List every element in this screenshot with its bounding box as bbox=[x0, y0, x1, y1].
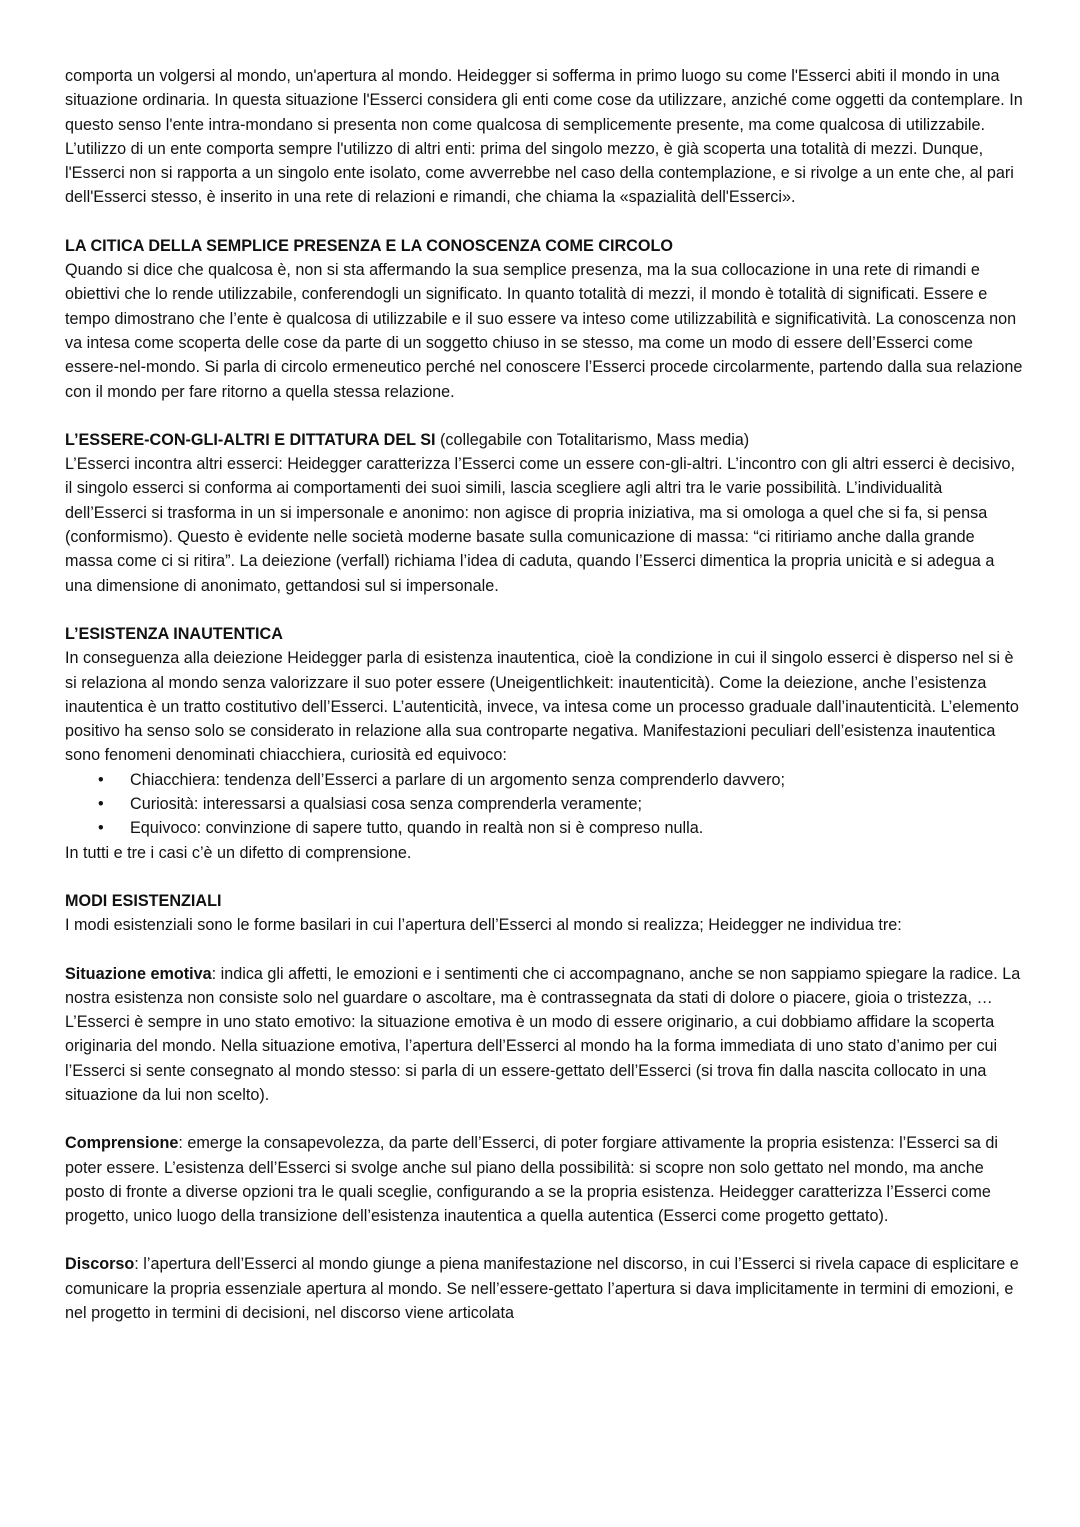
section-paragraph: L’Esserci incontra altri esserci: Heidegger caratterizza l’Esserci come un essere con-gli-altri. L’incontro con gli altri esserci è decisivo, il singolo esserci si conforma ai comportamenti dei suoi simili, lascia scegliere agli altri tra le varie possibilità. L’individualità dell’Esserci si trasforma in un si impersonale e anonimo: non agisce di propria iniziativa, ma si omologa a quel che si fa, si pensa (conformismo). Questo è evidente nelle società moderne basate sulla comunicazione di massa: “ci ritiriamo anche dalla grande massa come ci si ritira”. La deiezione (verfall) richiama l’idea di caduta, quando l’Esserci dimentica la propria unicità e si adegua a una dimensione di anonimato, gettandosi sul si impersonale. bbox=[65, 455, 1016, 595]
situazione-emotiva-paragraph bbox=[65, 962, 1025, 1108]
section-heading-line bbox=[65, 428, 1025, 452]
term-definition: : l’apertura dell’Esserci al mondo giunge a piena manifestazione nel discorso, in cui l’Esserci si rivela capace di esplicitare e comunicare la propria essenziale apertura al mondo. Se nell’essere-gettato l’apertura si dava implicitamente in termini di emozioni, e nel progetto in termini di decisioni, nel discorso viene articolata bbox=[65, 1255, 1019, 1323]
section-paragraph: Quando si dice che qualcosa è, non si sta affermando la sua semplice presenza, ma la sua collocazione in una rete di rimandi e obiettivi che lo rende utilizzabile, conferendogli un significato. In quanto totalità di mezzi, il mondo è totalità di significati. Essere e tempo dimostrano che l’ente è qualcosa di utilizzabile e il suo essere va inteso come utilizzabilità e significatività. La conoscenza non va intesa come scoperta delle cose da parte di un soggetto chiuso in se stesso, ma come un modo di essere dell’Esserci come essere-nel-mondo. Si parla di circolo ermeneutico perché nel conoscere l’Esserci procede circolarmente, partendo dalla sua relazione con il mondo per fare ritorno a quella stessa relazione. bbox=[65, 261, 1023, 401]
term-label: Comprensione bbox=[65, 1134, 179, 1153]
comprensione-paragraph bbox=[65, 1131, 1025, 1228]
intro-paragraph: comporta un volgersi al mondo, un'apertura al mondo. Heidegger si sofferma in primo luogo su come l'Esserci abiti il mondo in una situazione ordinaria. In questa situazione l'Esserci considera gli enti come cose da utilizzare, anziché come oggetti da contemplare. In questo senso l'ente intra-mondano si presenta non come qualcosa di semplicemente presente, ma come qualcosa di utilizzabile. L’utilizzo di un ente comporta sempre l'utilizzo di altri enti: prima del singolo mezzo, è già scoperta una totalità di mezzi. Dunque, l'Esserci non si rapporta a un singolo ente isolato, come avverrebbe nel caso della contemplazione, e si rivolge a un ente che, al pari dell'Esserci stesso, è inserito in una rete di relazioni e rimandi, che chiama la «spazialità dell'Esserci». bbox=[65, 67, 1023, 207]
heading-note: (collegabile con Totalitarismo, Mass media) bbox=[435, 430, 750, 449]
section-heading: L’ESISTENZA INAUTENTICA bbox=[65, 624, 283, 643]
list-item-text: Equivoco: convinzione di sapere tutto, quando in realtà non si è compreso nulla. bbox=[130, 819, 704, 838]
section-heading: LA CITICA DELLA SEMPLICE PRESENZA E LA CONOSCENZA COME CIRCOLO bbox=[65, 236, 673, 255]
section-critica bbox=[65, 234, 1025, 404]
term-definition: : emerge la consapevolezza, da parte dell’Esserci, di poter forgiare attivamente la propria esistenza: l’Esserci sa di poter essere. L’esistenza dell’Esserci si svolge anche sul piano della possibilità: si scopre non solo gettato nel mondo, ma anche posto di fronte a diverse opzioni tra le quali sceglie, configurando a se la propria esistenza. Heidegger caratterizza l’Esserci come progetto, unico luogo della transizione dell’esistenza inautentica a quella autentica (Esserci come progetto gettato). bbox=[65, 1134, 999, 1226]
bullet-icon: • bbox=[98, 795, 104, 814]
list-item-text: Chiacchiera: tendenza dell’Esserci a parlare di un argomento senza comprenderlo davvero; bbox=[130, 770, 786, 789]
section-paragraph: I modi esistenziali sono le forme basilari in cui l’apertura dell’Esserci al mondo si realizza; Heidegger ne individua tre: bbox=[65, 916, 902, 935]
document-page bbox=[65, 64, 1025, 1325]
list-item bbox=[65, 816, 1025, 840]
section-heading: MODI ESISTENZIALI bbox=[65, 891, 222, 910]
section-essere-con-gli-altri bbox=[65, 428, 1025, 598]
list-item-text: Curiosità: interessarsi a qualsiasi cosa senza comprenderla veramente; bbox=[130, 795, 642, 814]
section-conclusion: In tutti e tre i casi c’è un difetto di comprensione. bbox=[65, 843, 412, 862]
section-modi-esistenziali bbox=[65, 889, 1025, 1325]
term-definition: : indica gli affetti, le emozioni e i sentimenti che ci accompagnano, anche se non sappiamo spiegare la radice. La nostra esistenza non consiste solo nel guardare o ascoltare, ma è contrassegnata da stati di dolore o piacere, gioia o tristezza, … L’Esserci è sempre in uno stato emotivo: la situazione emotiva è un modo di essere originario, a cui dobbiamo affidare la scoperta originaria del mondo. Nella situazione emotiva, l’apertura dell’Esserci al mondo ha la forma immediata di uno stato d’animo per cui l’Esserci si sente consegnato al mondo stesso: si parla di un essere-gettato dell’Esserci (si trova fin dalla nascita collocato in una situazione da lui non scelto). bbox=[65, 964, 1021, 1104]
bullet-icon: • bbox=[98, 819, 104, 838]
bullet-list bbox=[65, 768, 1025, 841]
bullet-icon: • bbox=[98, 770, 104, 789]
discorso-paragraph bbox=[65, 1252, 1025, 1325]
section-heading: L’ESSERE-CON-GLI-ALTRI E DITTATURA DEL SI bbox=[65, 430, 436, 449]
section-paragraph: In conseguenza alla deiezione Heidegger parla di esistenza inautentica, cioè la condizione in cui il singolo esserci è disperso nel si è si relaziona al mondo senza valorizzare il suo poter essere (Uneigentlichkeit: inautenticità). Come la deiezione, anche l’esistenza inautentica è un tratto costitutivo dell’Esserci. L’autenticità, invece, va intesa come un processo graduale dall’inautenticità. L’elemento positivo ha senso solo se considerato in relazione alla sua controparte negativa. Manifestazioni peculiari dell’esistenza inautentica sono fenomeni denominati chiacchiera, curiosità ed equivoco: bbox=[65, 649, 1019, 765]
list-item bbox=[65, 768, 1025, 792]
term-label: Situazione emotiva bbox=[65, 964, 212, 983]
term-label: Discorso bbox=[65, 1255, 135, 1274]
list-item bbox=[65, 792, 1025, 816]
section-esistenza-inautentica bbox=[65, 622, 1025, 865]
